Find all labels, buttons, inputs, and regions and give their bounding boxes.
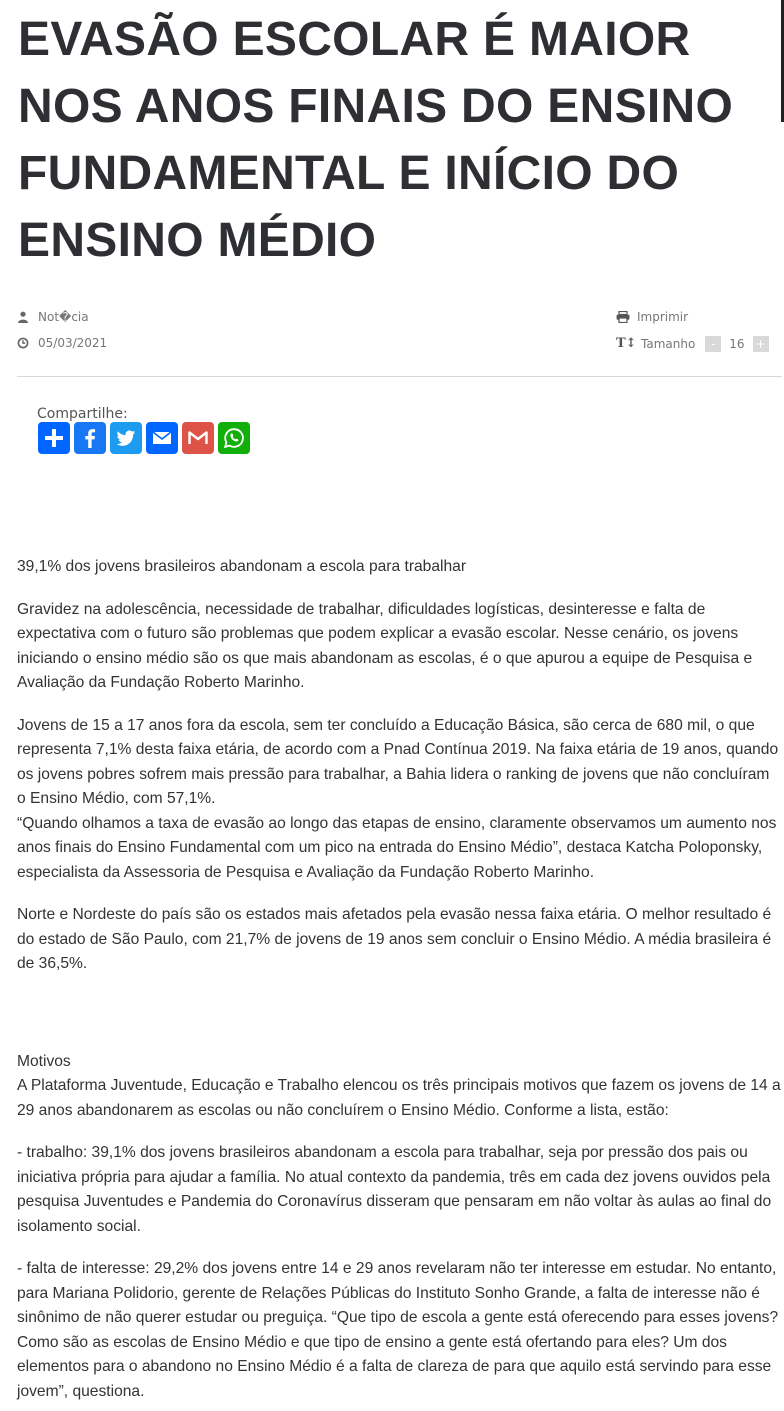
article-category — [17, 310, 89, 324]
article-body — [17, 555, 782, 1404]
article-paragraph: Jovens de 15 a 17 anos fora da escola, sem ter concluído a Educação Básica, são cerca de 680 mil, o que representa 7,1% desta faixa etária, de acordo com a Pnad Contínua 2019. Na faixa etária de 19 anos, quando os jovens pobres sofrem mais pressão para trabalhar, a Bahia lidera o ranking de jovens que não concluíram o Ensino Médio, com 57,1%. — [17, 716, 779, 807]
article-lead: 39,1% dos jovens brasileiros abandonam a escola para trabalhar — [17, 558, 467, 575]
email-share-button[interactable] — [146, 422, 178, 454]
decrease-font-button[interactable]: - — [705, 336, 721, 352]
section-heading: Motivos — [17, 1052, 71, 1070]
facebook-share-button[interactable] — [74, 422, 106, 454]
divider — [17, 376, 782, 377]
article-paragraph: Gravidez na adolescência, necessidade de trabalhar, dificuldades logísticas, desinteresse e falta de expectativa com o futuro são problemas que podem explicar a evasão escolar. Nesse cenário, os jovens iniciando o ensino médio são os que mais abandonam as escolas, é o que apurou a equipe de Pesquisa e Avaliação da Fundação Roberto Marinho. — [17, 600, 753, 691]
share-label: Compartilhe: — [37, 406, 128, 422]
size-label: Tamanho — [641, 337, 696, 351]
print-label[interactable]: Imprimir — [637, 310, 689, 324]
article-quote: “Quando olhamos a taxa de evasão ao longo das etapas de ensino, claramente observamos um aumento nos anos finais do Ensino Fundamental com um pico na entrada do Ensino Médio”, destaca Katcha Poloponsky, especialista da Assessoria de Pesquisa e Avaliação da Fundação Roberto Marinho. — [17, 814, 777, 881]
twitter-icon — [115, 427, 137, 449]
printer-icon — [616, 311, 628, 323]
whatsapp-icon — [222, 426, 246, 450]
article-paragraph: Norte e Nordeste do país são os estados mais afetados pela evasão nessa faixa etária. O melhor resultado é do estado de São Paulo, com 21,7% de jovens de 19 anos sem concluir o Ensino Médio. A média brasileira é de 36,5%. — [17, 906, 772, 972]
plus-icon — [43, 427, 65, 449]
gmail-share-button[interactable] — [182, 422, 214, 454]
gmail-icon — [187, 427, 209, 449]
date-label: 05/03/2021 — [38, 336, 108, 350]
increase-font-button[interactable]: + — [753, 336, 769, 352]
font-size-control — [616, 336, 769, 352]
share-buttons — [38, 422, 254, 454]
font-size-value: 16 — [729, 337, 745, 351]
clock-icon — [17, 337, 29, 349]
category-label: Not�cia — [38, 310, 89, 324]
article-paragraph: A Plataforma Juventude, Educação e Trabalho elencou os três principais motivos que fazem os jovens de 14 a 29 anos abandonarem as escolas ou não concluírem o Ensino Médio. Conforme a lista, estão: — [17, 1077, 781, 1119]
twitter-share-button[interactable] — [110, 422, 142, 454]
email-icon — [151, 427, 173, 449]
article-title: EVASÃO ESCOLAR É MAIOR NOS ANOS FINAIS DO ENSINO FUNDAMENTAL E INÍCIO DO ENSINO MÉDIO — [18, 13, 734, 267]
user-icon — [17, 311, 29, 323]
addtoany-share-button[interactable] — [38, 422, 70, 454]
facebook-icon — [79, 427, 101, 449]
text-size-icon: T↕ — [616, 336, 637, 351]
whatsapp-share-button[interactable] — [218, 422, 250, 454]
list-item: - falta de interesse: 29,2% dos jovens entre 14 e 29 anos revelaram não ter interesse em estudar. No entanto, para Mariana Polidorio, gerente de Relações Públicas do Instituto Sonho Grande, a falta de interesse não é sinônimo de não querer estudar ou preguiça. “Que tipo de escola a gente está oferecendo para esses jovens? Como são as escolas de Ensino Médio e que tipo de ensino a gente está ofertando para eles? Um dos elementos para o abandono no Ensino Médio é a falta de clareza de para que aquilo está servindo para esse jovem”, questiona. — [17, 1260, 779, 1400]
list-item: - trabalho: 39,1% dos jovens brasileiros abandonam a escola para trabalhar, seja por pressão dos pais ou iniciativa própria para ajudar a família. No atual contexto da pandemia, três em cada dez jovens ouvidos pela pesquisa Juventudes e Pandemia do Coronavírus disseram que pensaram em não voltar às aulas ao final do isolamento social. — [17, 1144, 772, 1235]
article-date — [17, 336, 107, 350]
print-link[interactable] — [616, 310, 688, 324]
